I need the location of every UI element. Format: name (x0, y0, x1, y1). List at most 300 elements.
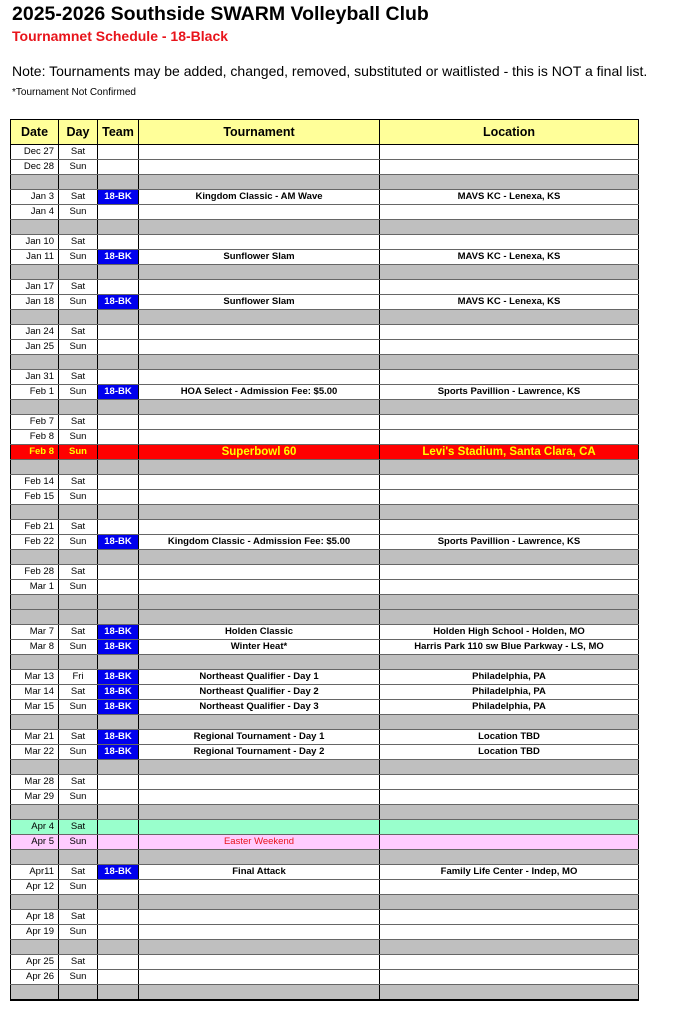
tournament-cell (139, 610, 380, 625)
tournament-cell (139, 520, 380, 535)
schedule-body (11, 145, 639, 1001)
header-team: Team (98, 120, 139, 145)
team-cell (98, 280, 139, 295)
table-row (11, 775, 639, 790)
day-cell (59, 805, 98, 820)
date-cell: Feb 15 (11, 490, 59, 505)
date-cell: Jan 25 (11, 340, 59, 355)
date-cell: Jan 18 (11, 295, 59, 310)
tournament-cell (139, 415, 380, 430)
date-cell: Dec 27 (11, 145, 59, 160)
table-row (11, 145, 639, 160)
date-cell: Mar 13 (11, 670, 59, 685)
date-cell: Apr 4 (11, 820, 59, 835)
date-cell: Feb 21 (11, 520, 59, 535)
tournament-cell (139, 790, 380, 805)
table-row (11, 910, 639, 925)
date-cell: Mar 22 (11, 745, 59, 760)
date-cell: Jan 31 (11, 370, 59, 385)
team-cell (98, 820, 139, 835)
tournament-cell: Northeast Qualifier - Day 3 (139, 700, 380, 715)
team-cell (98, 910, 139, 925)
day-cell: Sun (59, 385, 98, 400)
day-cell: Sun (59, 790, 98, 805)
day-cell (59, 460, 98, 475)
date-cell: Feb 28 (11, 565, 59, 580)
location-cell: Philadelphia, PA (380, 700, 639, 715)
team-cell (98, 160, 139, 175)
location-cell (380, 175, 639, 190)
table-row (11, 235, 639, 250)
location-cell (380, 310, 639, 325)
tournament-cell (139, 940, 380, 955)
location-cell (380, 895, 639, 910)
separator-row (11, 610, 639, 625)
team-cell: 18-BK (98, 625, 139, 640)
tournament-cell: Winter Heat* (139, 640, 380, 655)
date-cell: Feb 8 (11, 445, 59, 460)
schedule-note: Note: Tournaments may be added, changed, removed, substituted or waitlisted - this is NOT a final list. (12, 63, 648, 79)
date-cell (11, 895, 59, 910)
day-cell (59, 400, 98, 415)
day-cell: Sat (59, 520, 98, 535)
location-cell (380, 565, 639, 580)
date-cell: Mar 1 (11, 580, 59, 595)
location-cell: Family Life Center - Indep, MO (380, 865, 639, 880)
tournament-cell (139, 595, 380, 610)
tournament-cell (139, 775, 380, 790)
team-cell (98, 595, 139, 610)
location-cell: Philadelphia, PA (380, 685, 639, 700)
day-cell (59, 355, 98, 370)
team-cell (98, 715, 139, 730)
table-row (11, 955, 639, 970)
location-cell (380, 715, 639, 730)
tournament-cell: Northeast Qualifier - Day 1 (139, 670, 380, 685)
team-cell: 18-BK (98, 295, 139, 310)
day-cell: Sun (59, 445, 98, 460)
day-cell: Sat (59, 775, 98, 790)
team-cell: 18-BK (98, 190, 139, 205)
location-cell (380, 460, 639, 475)
date-cell: Feb 7 (11, 415, 59, 430)
table-row (11, 580, 639, 595)
tournament-cell (139, 475, 380, 490)
team-cell (98, 610, 139, 625)
team-cell (98, 265, 139, 280)
location-cell: Sports Pavillion - Lawrence, KS (380, 385, 639, 400)
tournament-cell (139, 655, 380, 670)
day-cell: Sat (59, 730, 98, 745)
date-cell: Apr 19 (11, 925, 59, 940)
day-cell: Sun (59, 430, 98, 445)
day-cell (59, 265, 98, 280)
header-date: Date (11, 120, 59, 145)
table-row (11, 325, 639, 340)
table-row (11, 790, 639, 805)
table-row (11, 430, 639, 445)
tournament-cell (139, 235, 380, 250)
table-row (11, 205, 639, 220)
day-cell: Sat (59, 235, 98, 250)
date-cell: Feb 22 (11, 535, 59, 550)
day-cell: Sun (59, 340, 98, 355)
day-cell: Sat (59, 955, 98, 970)
table-row (11, 970, 639, 985)
tournament-cell (139, 805, 380, 820)
date-cell (11, 220, 59, 235)
location-cell (380, 325, 639, 340)
team-cell (98, 655, 139, 670)
team-cell (98, 835, 139, 850)
team-cell (98, 475, 139, 490)
day-cell: Sat (59, 475, 98, 490)
location-cell (380, 940, 639, 955)
day-cell (59, 985, 98, 1001)
table-row (11, 475, 639, 490)
team-cell: 18-BK (98, 385, 139, 400)
date-cell: Feb 1 (11, 385, 59, 400)
date-cell (11, 400, 59, 415)
separator-row (11, 595, 639, 610)
table-row (11, 295, 639, 310)
location-cell: MAVS KC - Lenexa, KS (380, 250, 639, 265)
location-cell: Levi's Stadium, Santa Clara, CA (380, 445, 639, 460)
day-cell: Sun (59, 835, 98, 850)
team-cell (98, 520, 139, 535)
day-cell: Sat (59, 415, 98, 430)
tournament-cell (139, 505, 380, 520)
separator-row (11, 850, 639, 865)
team-cell (98, 490, 139, 505)
tournament-cell (139, 280, 380, 295)
location-cell (380, 430, 639, 445)
date-cell (11, 310, 59, 325)
team-cell: 18-BK (98, 670, 139, 685)
date-cell (11, 760, 59, 775)
date-cell: Jan 11 (11, 250, 59, 265)
day-cell: Fri (59, 670, 98, 685)
day-cell: Sat (59, 565, 98, 580)
day-cell: Sun (59, 580, 98, 595)
date-cell: Mar 7 (11, 625, 59, 640)
location-cell (380, 505, 639, 520)
separator-row (11, 940, 639, 955)
location-cell: Location TBD (380, 745, 639, 760)
team-cell (98, 550, 139, 565)
date-cell: Jan 4 (11, 205, 59, 220)
table-row (11, 490, 639, 505)
team-cell (98, 325, 139, 340)
location-cell (380, 790, 639, 805)
date-cell: Mar 29 (11, 790, 59, 805)
tournament-cell (139, 370, 380, 385)
footnote: *Tournament Not Confirmed (12, 87, 136, 98)
team-cell (98, 940, 139, 955)
location-cell (380, 280, 639, 295)
team-cell (98, 760, 139, 775)
location-cell (380, 760, 639, 775)
location-cell (380, 160, 639, 175)
tournament-cell: Easter Weekend (139, 835, 380, 850)
day-cell (59, 220, 98, 235)
location-cell (380, 475, 639, 490)
tournament-cell (139, 430, 380, 445)
header-row (11, 120, 639, 145)
location-cell (380, 550, 639, 565)
location-cell: Holden High School - Holden, MO (380, 625, 639, 640)
team-cell (98, 880, 139, 895)
table-row (11, 640, 639, 655)
tournament-cell (139, 715, 380, 730)
team-cell: 18-BK (98, 640, 139, 655)
tournament-cell: HOA Select - Admission Fee: $5.00 (139, 385, 380, 400)
team-cell (98, 340, 139, 355)
team-cell: 18-BK (98, 250, 139, 265)
location-cell (380, 970, 639, 985)
date-cell: Dec 28 (11, 160, 59, 175)
day-cell: Sun (59, 535, 98, 550)
tournament-cell (139, 565, 380, 580)
day-cell (59, 505, 98, 520)
table-row (11, 685, 639, 700)
date-cell: Jan 17 (11, 280, 59, 295)
header-day: Day (59, 120, 98, 145)
team-cell (98, 355, 139, 370)
header-tournament: Tournament (139, 120, 380, 145)
table-row (11, 730, 639, 745)
date-cell: Feb 14 (11, 475, 59, 490)
tournament-cell (139, 760, 380, 775)
date-cell: Mar 15 (11, 700, 59, 715)
separator-row (11, 985, 639, 1001)
date-cell (11, 715, 59, 730)
date-cell (11, 505, 59, 520)
tournament-cell: Regional Tournament - Day 2 (139, 745, 380, 760)
table-row (11, 280, 639, 295)
location-cell (380, 370, 639, 385)
separator-row (11, 400, 639, 415)
date-cell: Mar 14 (11, 685, 59, 700)
location-cell (380, 925, 639, 940)
date-cell (11, 175, 59, 190)
date-cell: Jan 10 (11, 235, 59, 250)
day-cell (59, 850, 98, 865)
location-cell: Philadelphia, PA (380, 670, 639, 685)
day-cell: Sun (59, 295, 98, 310)
separator-row (11, 655, 639, 670)
location-cell (380, 655, 639, 670)
tournament-cell (139, 400, 380, 415)
table-row (11, 625, 639, 640)
day-cell (59, 610, 98, 625)
table-row (11, 520, 639, 535)
location-cell: Sports Pavillion - Lawrence, KS (380, 535, 639, 550)
date-cell: Jan 24 (11, 325, 59, 340)
table-row (11, 385, 639, 400)
team-cell: 18-BK (98, 730, 139, 745)
separator-row (11, 265, 639, 280)
tournament-cell (139, 985, 380, 1001)
team-cell (98, 460, 139, 475)
team-cell (98, 985, 139, 1001)
date-cell: Apr11 (11, 865, 59, 880)
tournament-cell (139, 355, 380, 370)
date-cell: Mar 8 (11, 640, 59, 655)
tournament-cell (139, 925, 380, 940)
date-cell: Feb 8 (11, 430, 59, 445)
day-cell: Sun (59, 700, 98, 715)
team-cell (98, 175, 139, 190)
day-cell (59, 940, 98, 955)
tournament-cell: Regional Tournament - Day 1 (139, 730, 380, 745)
tournament-cell (139, 265, 380, 280)
location-cell (380, 835, 639, 850)
location-cell (380, 415, 639, 430)
team-cell (98, 145, 139, 160)
location-cell: MAVS KC - Lenexa, KS (380, 190, 639, 205)
date-cell (11, 850, 59, 865)
team-cell (98, 220, 139, 235)
day-cell (59, 655, 98, 670)
day-cell: Sun (59, 970, 98, 985)
header-location: Location (380, 120, 639, 145)
date-cell (11, 265, 59, 280)
date-cell (11, 985, 59, 1001)
table-row (11, 445, 639, 460)
separator-row (11, 760, 639, 775)
day-cell: Sun (59, 250, 98, 265)
team-cell (98, 790, 139, 805)
tournament-cell (139, 310, 380, 325)
separator-row (11, 355, 639, 370)
day-cell (59, 175, 98, 190)
date-cell (11, 355, 59, 370)
table-row (11, 820, 639, 835)
day-cell (59, 550, 98, 565)
tournament-cell (139, 160, 380, 175)
location-cell (380, 820, 639, 835)
team-cell (98, 310, 139, 325)
table-row (11, 415, 639, 430)
team-cell: 18-BK (98, 745, 139, 760)
date-cell: Apr 26 (11, 970, 59, 985)
location-cell (380, 775, 639, 790)
tournament-cell: Sunflower Slam (139, 295, 380, 310)
day-cell: Sat (59, 370, 98, 385)
team-cell (98, 565, 139, 580)
separator-row (11, 895, 639, 910)
team-cell: 18-BK (98, 685, 139, 700)
date-cell: Mar 28 (11, 775, 59, 790)
location-cell (380, 580, 639, 595)
day-cell: Sat (59, 280, 98, 295)
team-cell (98, 850, 139, 865)
tournament-cell (139, 175, 380, 190)
date-cell: Apr 5 (11, 835, 59, 850)
location-cell (380, 340, 639, 355)
day-cell (59, 895, 98, 910)
day-cell: Sun (59, 490, 98, 505)
date-cell (11, 655, 59, 670)
date-cell (11, 805, 59, 820)
table-row (11, 925, 639, 940)
team-cell: 18-BK (98, 535, 139, 550)
page-title: 2025-2026 Southside SWARM Volleyball Club (12, 3, 429, 25)
separator-row (11, 715, 639, 730)
date-cell (11, 460, 59, 475)
tournament-cell (139, 145, 380, 160)
separator-row (11, 175, 639, 190)
team-cell (98, 370, 139, 385)
team-cell (98, 895, 139, 910)
separator-row (11, 505, 639, 520)
day-cell: Sat (59, 910, 98, 925)
table-row (11, 670, 639, 685)
tournament-cell: Sunflower Slam (139, 250, 380, 265)
schedule-table (10, 119, 639, 1001)
separator-row (11, 220, 639, 235)
table-row (11, 835, 639, 850)
day-cell: Sat (59, 820, 98, 835)
tournament-cell (139, 340, 380, 355)
location-cell (380, 145, 639, 160)
tournament-cell (139, 220, 380, 235)
day-cell (59, 595, 98, 610)
day-cell: Sun (59, 160, 98, 175)
team-cell (98, 415, 139, 430)
day-cell: Sat (59, 145, 98, 160)
location-cell (380, 490, 639, 505)
tournament-cell (139, 970, 380, 985)
team-cell (98, 430, 139, 445)
location-cell (380, 880, 639, 895)
location-cell (380, 850, 639, 865)
tournament-cell: Kingdom Classic - AM Wave (139, 190, 380, 205)
day-cell: Sat (59, 685, 98, 700)
table-row (11, 160, 639, 175)
location-cell (380, 595, 639, 610)
team-cell (98, 955, 139, 970)
tournament-cell (139, 880, 380, 895)
team-cell (98, 445, 139, 460)
date-cell (11, 940, 59, 955)
day-cell: Sat (59, 865, 98, 880)
page-subtitle: Tournamnet Schedule - 18-Black (12, 28, 229, 44)
table-row (11, 250, 639, 265)
day-cell: Sun (59, 745, 98, 760)
tournament-cell (139, 550, 380, 565)
team-cell (98, 805, 139, 820)
location-cell (380, 610, 639, 625)
table-row (11, 745, 639, 760)
table-row (11, 370, 639, 385)
day-cell (59, 310, 98, 325)
tournament-cell: Northeast Qualifier - Day 2 (139, 685, 380, 700)
day-cell: Sun (59, 925, 98, 940)
team-cell (98, 205, 139, 220)
date-cell: Apr 12 (11, 880, 59, 895)
team-cell (98, 580, 139, 595)
day-cell (59, 715, 98, 730)
separator-row (11, 460, 639, 475)
day-cell: Sat (59, 625, 98, 640)
tournament-cell: Final Attack (139, 865, 380, 880)
date-cell (11, 595, 59, 610)
date-cell: Apr 25 (11, 955, 59, 970)
separator-row (11, 805, 639, 820)
tournament-cell: Holden Classic (139, 625, 380, 640)
